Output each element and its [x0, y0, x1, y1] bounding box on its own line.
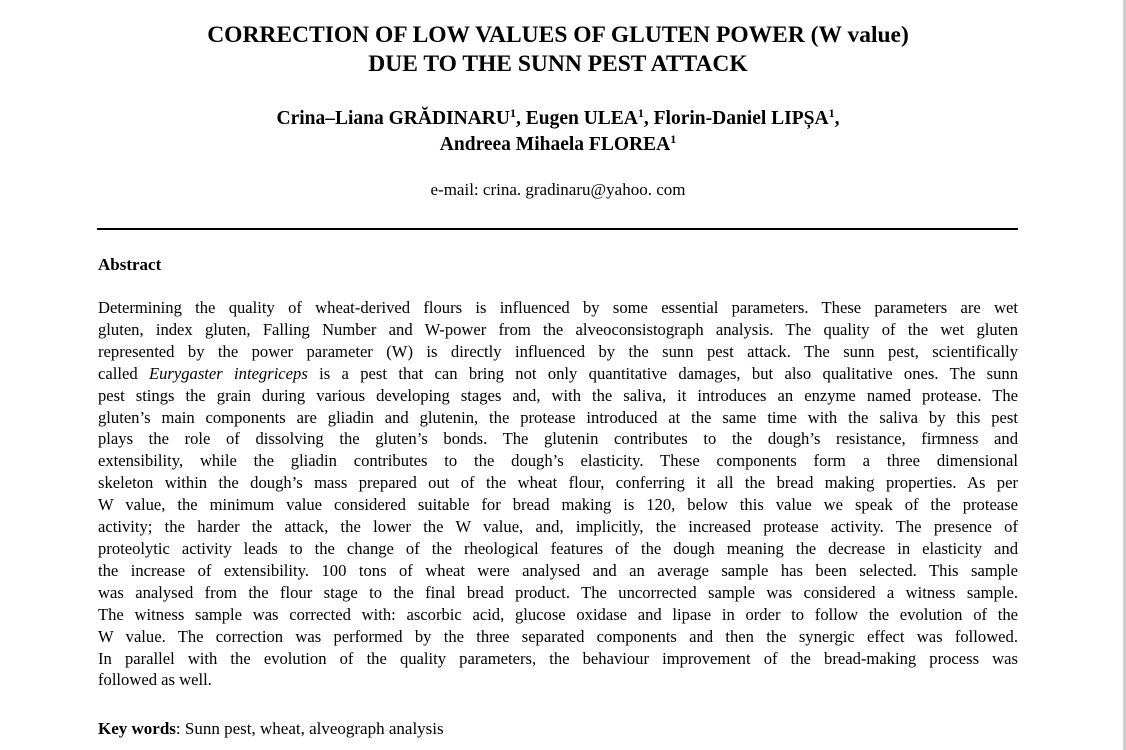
abstract-line	[98, 363, 1018, 385]
author-email: e-mail: crina. gradinaru@yahoo. com	[430, 180, 686, 199]
abstract-line: Determining the quality of wheat-derived flours is influenced by some essential parameters. These parameters are wet	[98, 298, 1018, 317]
author-line-1	[0, 106, 1116, 132]
abstract-line: In parallel with the evolution of the quality parameters, the behaviour improvement of the bread-making process was	[98, 648, 1018, 668]
abstract-line: proteolytic activity leads to the change of the rheological features of the dough meaning the decrease in elasticity and	[98, 538, 1018, 558]
author-affiliation: 1	[828, 106, 835, 120]
author-affiliation: 1	[637, 106, 644, 120]
abstract-line: pest stings the grain during various developing stages and, with the saliva, it introduces an enzyme named protease. The	[98, 385, 1018, 405]
abstract-text: is a pest that can bring not only quantitative damages, but also qualitative ones. The sunn	[307, 363, 1018, 383]
abstract-line: represented by the power parameter (W) is directly influenced by the sunn pest attack. The sunn pest, scientifically	[98, 341, 1018, 361]
abstract-heading: Abstract	[98, 255, 162, 274]
abstract-line: W value. The correction was performed by the three separated components and then the synergic effect was followed.	[98, 626, 1018, 646]
author-line-2	[0, 132, 1116, 158]
author-affiliation: 1	[509, 106, 516, 120]
abstract-line: followed as well.	[98, 670, 212, 690]
species-name: Eurygaster integriceps	[148, 363, 308, 383]
author-list	[0, 106, 1116, 158]
abstract-line: skeleton within the dough’s mass prepared out of the wheat flour, conferring it all the bread making properties. As per	[98, 473, 1018, 493]
title-line-1: CORRECTION OF LOW VALUES OF GLUTEN POWER (W value)	[207, 22, 909, 48]
abstract-line: was analysed from the flour stage to the final bread product. The uncorrected sample was considered a witness sample.	[98, 582, 1018, 602]
abstract-line: plays the role of dissolving the gluten’s bonds. The glutenin contributes to the dough’s resistance, firmness and	[98, 429, 1018, 449]
header-divider	[97, 228, 1018, 230]
keywords	[98, 718, 444, 740]
abstract-line: The witness sample was corrected with: ascorbic acid, glucose oxidase and lipase in order to follow the evolution of the	[98, 604, 1018, 624]
keywords-label: Key words	[98, 719, 176, 738]
author-affiliation: 1	[670, 132, 677, 146]
abstract-line: gluten’s main components are gliadin and glutenin, the protease introduced at the same time with the saliva by this pest	[98, 407, 1018, 427]
abstract-line: activity; the harder the attack, the lower the W value, and, implicitly, the increased protease activity. The presence of	[98, 517, 1018, 537]
author-name: Andreea Mihaela FLOREA	[439, 134, 671, 155]
abstract-body	[98, 297, 1018, 691]
abstract-text: called	[98, 363, 149, 383]
author-name: Crina–Liana GRĂDINARU	[276, 108, 510, 129]
author-name: Eugen ULEA	[525, 108, 638, 129]
author-separator: ,	[834, 108, 840, 129]
abstract-line: gluten, index gluten, Falling Number and W-power from the alveoconsistograph analysis. The quality of the wet gluten	[98, 319, 1018, 339]
abstract-line: extensibility, while the gliadin contributes to the dough’s elasticity. These components form a three dimensional	[98, 451, 1018, 471]
abstract-line: the increase of extensibility. 100 tons of wheat were analysed and an average sample has been selected. This sample	[98, 560, 1018, 580]
author-separator: ,	[643, 108, 654, 129]
title-line-2: DUE TO THE SUNN PEST ATTACK	[368, 51, 748, 77]
keywords-text: Sunn pest, wheat, alveograph analysis	[184, 719, 444, 738]
paper-title	[0, 21, 1116, 79]
author-separator: ,	[515, 108, 526, 129]
author-name: Florin-Daniel LIPȘA	[653, 108, 829, 129]
abstract-line: W value, the minimum value considered suitable for bread making is 120, below this value we speak of the protease	[98, 495, 1018, 515]
keywords-separator: :	[175, 719, 185, 738]
